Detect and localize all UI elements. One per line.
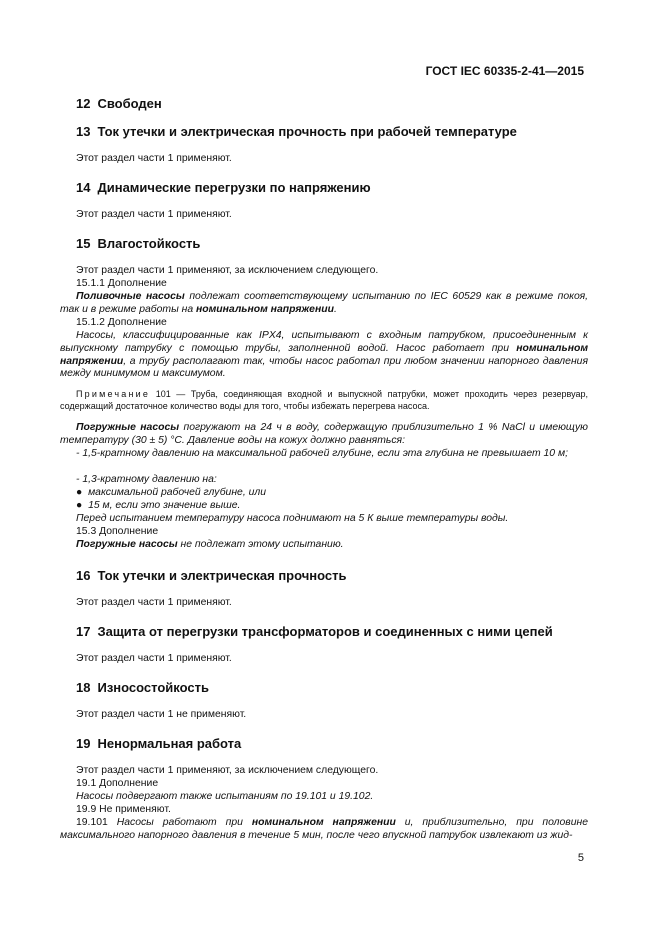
clause-19-9: 19.9 Не применяют.	[76, 804, 171, 815]
clause-19-101-text: 19.101 Насосы работают при номинальном напряжении и, приблизительно, при половине максимального напорного давления в течение 5 мин, после чего впускной патрубок извлекают из жид-	[60, 817, 589, 841]
submersible-pumps-text: Погружные насосы погружают на 24 ч в воду, содержащую приблизительно 1 % NaCl и имеющую температуру (30 ± 5) °С. Давление воды на кожух должно равняться:	[60, 422, 588, 446]
clause-15-3: 15.3 Дополнение	[76, 526, 159, 537]
dash-item-1: - 1,5-кратному давлению на максимальной рабочей глубине, если эта глубина не превышает 10 м;	[76, 448, 568, 459]
section-18-heading: 18 Износостойкость	[76, 680, 209, 695]
section-13-heading: 13 Ток утечки и электрическая прочность при рабочей температуре	[76, 124, 517, 139]
note-101: Примечание 101 — Труба, соединяющая входной и выпускной патрубки, может проходить через резервуар, содержащий достаточное количество воды для того, чтобы избежать перегрева насоса.	[60, 389, 588, 411]
clause-15-1-1: 15.1.1 Дополнение	[76, 278, 167, 289]
bullet-icon: ●	[76, 500, 89, 511]
clause-15-1-1-text: Поливочные насосы подлежат соответствующему испытанию по IEC 60529 как в режиме покоя, так и в режиме работы на номинальном напряжении.	[60, 291, 589, 315]
section-16-heading: 16 Ток утечки и электрическая прочность	[76, 568, 347, 583]
section-15-intro: Этот раздел части 1 применяют, за исключением следующего.	[76, 265, 379, 276]
clause-19-1: 19.1 Дополнение	[76, 778, 159, 789]
clause-15-1-2: 15.1.2 Дополнение	[76, 317, 167, 328]
section-16-text: Этот раздел части 1 применяют.	[76, 597, 232, 608]
dash-item-2: - 1,3-кратному давлению на:	[76, 474, 217, 485]
section-12-heading: 12 Свободен	[76, 96, 162, 111]
clause-15-1-2-text: Насосы, классифицированные как IPX4, испытывают с входным патрубком, присоединенным к выпускному патрубку с помощью трубы, заполненной водой. Насос работает при номинальном напряжении, а трубу располагают так, чтобы насос работал при любом значении напорного давления между минимумом и максимумом.	[60, 330, 588, 380]
bullet-item-2: ● 15 м, если это значение выше.	[76, 500, 241, 511]
clause-15-3-text: Погружные насосы не подлежат этому испытанию.	[76, 539, 344, 550]
section-14-heading: 14 Динамические перегрузки по напряжению	[76, 180, 371, 195]
section-13-text: Этот раздел части 1 применяют.	[76, 153, 232, 164]
section-17-text: Этот раздел части 1 применяют.	[76, 653, 232, 664]
section-18-text: Этот раздел части 1 не применяют.	[76, 709, 247, 720]
section-19-intro: Этот раздел части 1 применяют, за исключением следующего.	[76, 765, 379, 776]
section-17-heading: 17 Защита от перегрузки трансформаторов и соединенных с ними цепей	[76, 624, 553, 639]
document-header: ГОСТ IEC 60335-2-41—2015	[425, 64, 584, 78]
pre-test-text: Перед испытанием температуру насоса поднимают на 5 К выше температуры воды.	[76, 513, 509, 524]
page-number: 5	[577, 852, 584, 864]
clause-19-1-text: Насосы подвергают также испытаниям по 19.101 и 19.102.	[76, 791, 374, 802]
bullet-icon: ●	[76, 487, 89, 498]
section-19-heading: 19 Ненормальная работа	[76, 736, 242, 751]
section-14-text: Этот раздел части 1 применяют.	[76, 209, 232, 220]
bullet-item-1: ● максимальной рабочей глубине, или	[76, 487, 267, 498]
section-15-heading: 15 Влагостойкость	[76, 236, 201, 251]
